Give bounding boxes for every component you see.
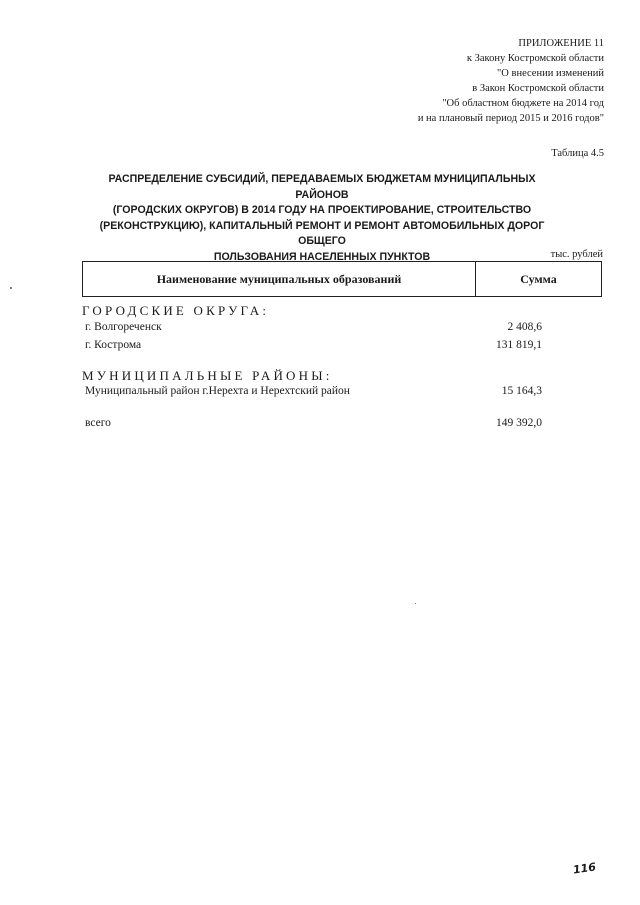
scan-speck (415, 603, 416, 604)
title-line: (ГОРОДСКИХ ОКРУГОВ) В 2014 ГОДУ НА ПРОЕКТИРОВАНИЕ, СТРОИТЕЛЬСТВО (112, 204, 532, 216)
units-label: тыс. рублей (550, 249, 603, 260)
appendix-line: в Закон Костромской области (472, 83, 604, 94)
appendix-line: к Закону Костромской области (466, 53, 604, 64)
total-value: 149 392,0 (496, 417, 542, 429)
page-number-mark: 116 (572, 860, 597, 877)
section-city-districts: ГОРОДСКИЕ ОКРУГА: (82, 303, 270, 318)
table-header (82, 261, 602, 297)
row-value: 131 819,1 (496, 339, 542, 351)
title-line: РАСПРЕДЕЛЕНИЕ СУБСИДИЙ, ПЕРЕДАВАЕМЫХ БЮДЖЕТАМ МУНИЦИПАЛЬНЫХ РАЙОНОВ (108, 173, 536, 201)
appendix-line: ПРИЛОЖЕНИЕ 11 (518, 38, 604, 49)
row-name: Муниципальный район г.Нерехта и Нерехтский район (85, 385, 350, 397)
column-header-sum: Сумма (520, 271, 557, 286)
column-header-name: Наименование муниципальных образований (83, 262, 476, 296)
scan-speck (10, 287, 12, 289)
section-municipal-districts: МУНИЦИПАЛЬНЫЕ РАЙОНЫ: (82, 368, 333, 383)
appendix-line: "О внесении изменений (497, 68, 604, 79)
title-line: (РЕКОНСТРУКЦИЮ), КАПИТАЛЬНЫЙ РЕМОНТ И РЕМОНТ АВТОМОБИЛЬНЫХ ДОРОГ ОБЩЕГО (99, 219, 545, 247)
row-name: г. Волгореченск (85, 321, 162, 333)
title-line: ПОЛЬЗОВАНИЯ НАСЕЛЕННЫХ ПУНКТОВ (213, 250, 431, 263)
document-title (82, 172, 562, 265)
row-name: г. Кострома (85, 339, 142, 351)
row-value: 15 164,3 (501, 385, 542, 397)
appendix-line: и на плановый период 2015 и 2016 годов" (417, 113, 604, 124)
appendix-line: "Об областном бюджете на 2014 год (442, 98, 604, 109)
table-label: Таблица 4.5 (551, 148, 604, 159)
appendix-block (418, 36, 604, 126)
row-value: 2 408,6 (507, 321, 542, 333)
total-label: всего (85, 417, 111, 429)
